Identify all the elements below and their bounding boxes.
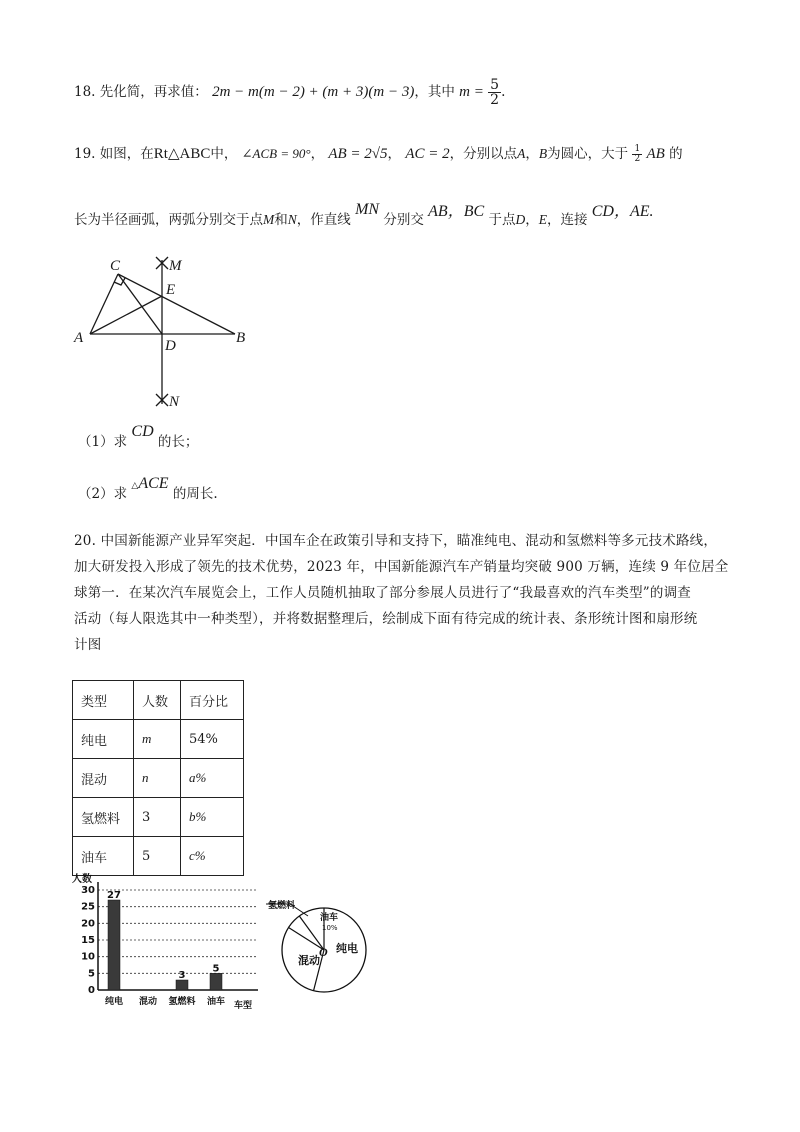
q19-ab: AB [646, 146, 665, 162]
q18-m-numerator: 5 [490, 77, 500, 93]
segment-cb [118, 274, 235, 334]
q19-text: 和 [274, 212, 288, 228]
table-cell: 54% [181, 720, 244, 759]
q19-text: ， [525, 146, 539, 162]
q19-angle: ∠ACB = 90° [241, 146, 311, 161]
q18-end: . [501, 84, 506, 100]
q19-line1 [74, 142, 683, 164]
q19-text: 长为半径画弧，两弧分别交于点 [74, 212, 263, 228]
pie-slice-label: 纯电 [336, 942, 358, 955]
q19-text: 于点 [488, 212, 516, 228]
table-cell: 油车 [73, 837, 134, 876]
bar [176, 980, 188, 990]
q19-half-numerator: 1 [634, 144, 641, 154]
table-cell: n [134, 759, 181, 798]
q19-sub2 [78, 475, 218, 503]
q19-point: M [263, 212, 275, 227]
q19-point: B [538, 146, 548, 161]
y-tick-label: 0 [88, 985, 95, 996]
segment-cd [118, 274, 162, 334]
q19-text: 中， [210, 146, 238, 162]
q19-sub2-label: （2）求 [78, 486, 128, 502]
statistics-table [72, 680, 244, 876]
q18-m-fraction [488, 78, 501, 107]
q19-text: 分别交 [383, 212, 424, 228]
q20-number: 20. [74, 533, 97, 549]
bar-data-label: 3 [178, 970, 186, 981]
q18-text: 先化简，再求值： [99, 84, 208, 100]
pie-slice-label: 氢燃料 [268, 901, 296, 911]
bar-chart-xlabel: 车型 [234, 1001, 253, 1011]
q19-point: N [287, 212, 297, 227]
q19-text: ，分别以点 [449, 146, 518, 162]
table-header: 人数 [134, 681, 181, 720]
q19-point: E [538, 212, 547, 227]
table-cell: a% [181, 759, 244, 798]
q19-text: ，作直线 [296, 212, 351, 228]
label-e: E [166, 282, 176, 298]
x-category-label: 油车 [206, 997, 226, 1007]
q20-text: 中国新能源产业异军突起．中国车企在政策引导和支持下，瞄准纯电、混动和氢燃料等多元技术路线， [100, 533, 718, 549]
y-tick-label: 25 [81, 901, 95, 913]
label-n: N [169, 394, 180, 410]
y-tick-label: 20 [81, 918, 95, 930]
label-m: M [169, 258, 182, 274]
table-header: 类型 [73, 681, 134, 720]
q19-sub2-text: 的周长. [172, 486, 218, 502]
table-cell: 氢燃料 [73, 798, 134, 837]
y-tick-label: 10 [81, 951, 95, 963]
bar-data-label: 27 [107, 890, 121, 901]
q18-where: ，其中 [414, 84, 455, 100]
q19-text: ， [310, 146, 325, 162]
q19-half-fraction [632, 145, 642, 164]
pie-chart [262, 890, 382, 1010]
table-cell: b% [181, 798, 244, 837]
x-category-label: 混动 [138, 997, 158, 1007]
bar-chart [68, 872, 268, 1012]
q19-text: 如图，在 [99, 146, 154, 162]
q19-text: 的 [669, 146, 683, 162]
q19-ab-bc: AB，BC [428, 203, 485, 220]
q19-figure [70, 254, 270, 414]
table-row [73, 720, 244, 759]
table-cell: m [134, 720, 181, 759]
q19-mn: MN [355, 201, 380, 218]
q18-m-denominator: 2 [490, 92, 500, 108]
q19-sub2-ace: ACE [138, 475, 169, 492]
q19-half-denominator: 2 [634, 154, 641, 164]
table-header-row [73, 681, 244, 720]
q18-line [74, 78, 505, 107]
q19-sub1 [78, 423, 199, 451]
q19-sub2-triangle: △ [131, 481, 139, 491]
q19-line2 [74, 201, 654, 229]
x-category-label: 氢燃料 [168, 997, 196, 1007]
q19-cd-ae: CD，AE. [591, 203, 654, 220]
q19-text: ， [387, 146, 402, 162]
table-row [73, 798, 244, 837]
q20-paragraph [74, 528, 734, 658]
pie-center-label: O [319, 945, 328, 959]
q19-sub1-label: （1）求 [78, 434, 128, 450]
q20-line: 球第一．在某次汽车展览会上，工作人员随机抽取了部分参展人员进行了“我最喜欢的汽车类型”的调查 [74, 585, 692, 601]
label-a: A [74, 330, 84, 346]
bar [108, 900, 120, 990]
q20-line: 加大研发投入形成了领先的技术优势，2023 年，中国新能源汽车产销量均突破 900 万辆，连续 9 年位居全 [74, 559, 729, 575]
table-row [73, 837, 244, 876]
table-cell: 5 [134, 837, 181, 876]
q19-triangle: Rt△ΑBC [153, 146, 211, 162]
q20-line [74, 528, 734, 554]
table-cell: 纯电 [73, 720, 134, 759]
label-d: D [165, 338, 176, 354]
q18-m-lhs: m = [459, 84, 484, 100]
y-tick-label: 15 [81, 935, 95, 946]
pie-annotation: 10% [322, 924, 338, 932]
table-row [73, 759, 244, 798]
table-header: 百分比 [181, 681, 244, 720]
q19-text: ，连接 [546, 212, 588, 228]
x-category-label: 纯电 [104, 997, 124, 1007]
q19-point: A [517, 146, 526, 161]
q19-ac-length: AC = 2 [405, 146, 450, 162]
q18-number: 18. [74, 84, 96, 100]
q19-sub1-cd: CD [131, 423, 154, 440]
bar [210, 973, 222, 990]
q20-line: 计图 [74, 637, 102, 653]
q20-line: 活动（每人限选其中一种类型），并将数据整理后，绘制成下面有待完成的统计表、条形统计图和扇形统 [74, 611, 698, 627]
q19-text: 为圆心，大于 [547, 146, 629, 162]
y-tick-label: 5 [88, 968, 95, 980]
pie-slice-label: 混动 [298, 954, 320, 967]
table-cell: 3 [134, 798, 181, 837]
q19-ab-length: AB = 2√5 [328, 146, 388, 162]
q19-number: 19. [74, 146, 96, 162]
y-tick-label: 30 [81, 885, 95, 896]
label-b: B [236, 330, 246, 346]
pie-slice-label: 油车 [320, 913, 339, 923]
bar-data-label: 5 [212, 963, 220, 975]
segment-ac [90, 274, 118, 334]
q19-text: ， [525, 212, 539, 228]
q19-sub1-text: 的长； [157, 434, 199, 450]
label-c: C [110, 258, 121, 274]
table-cell: 混动 [73, 759, 134, 798]
segment-ae [90, 296, 162, 334]
q19-point: D [515, 212, 526, 227]
q18-expression: 2m − m(m − 2) + (m + 3)(m − 3) [212, 84, 415, 100]
bar-chart-ylabel: 人数 [72, 874, 92, 885]
table-cell: c% [181, 837, 244, 876]
